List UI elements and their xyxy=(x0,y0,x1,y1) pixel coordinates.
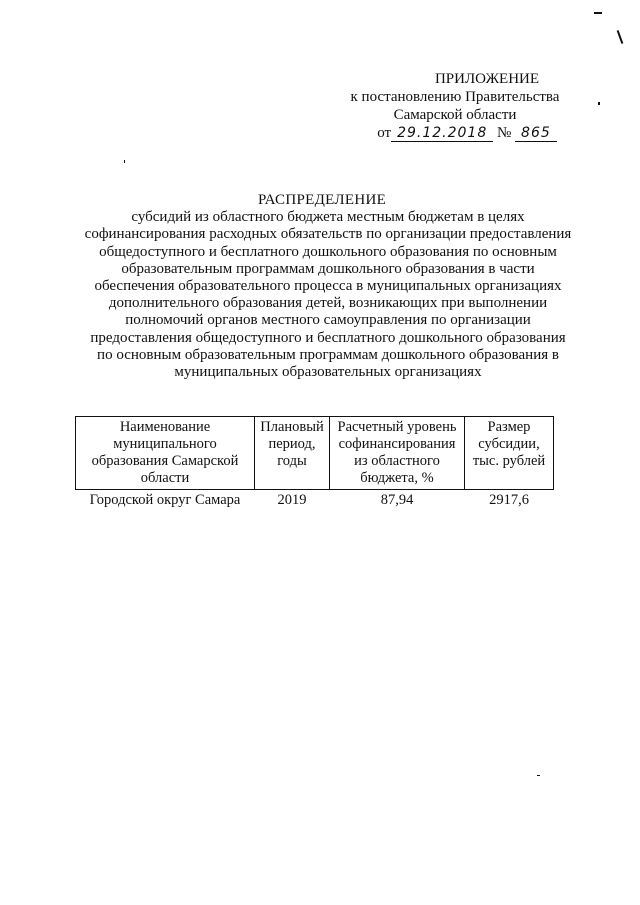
cell-period: 2019 xyxy=(277,492,307,508)
scan-mark xyxy=(594,12,602,14)
scan-mark xyxy=(617,30,624,44)
column-header-municipality: Наименование муниципального образования Самарской области xyxy=(76,417,255,490)
column-header-subsidy: Размер субсидии, тыс. рублей xyxy=(465,417,554,490)
title-subtitle: субсидий из областного бюджета местным бюджетам в целях софинансирования расходных обязательств по организации предоставления общедоступного и бесплатного дошкольного образования по основным образовательным программам дошкольного образования в части обеспечения образовательного процесса в муниципальных организациях дополнительного образования детей, возникающих при выполнении полномочий органов местного самоуправления по организации предоставления общедоступного и бесплатного дошкольного образования по основным образовательным программам дошкольного образования в муниципальных образовательных организациях xyxy=(84,209,572,381)
resolution-date-line xyxy=(352,124,582,142)
date-prefix: от xyxy=(377,125,392,141)
scan-mark xyxy=(124,160,125,163)
column-header-cofinancing: Расчетный уровень софинансирования из областного бюджета, % xyxy=(330,417,465,490)
title-heading: РАСПРЕДЕЛЕНИЕ xyxy=(257,192,387,208)
handwritten-date: 29.12.2018 xyxy=(391,125,493,142)
appendix-header xyxy=(340,70,570,142)
number-prefix: № xyxy=(496,125,512,141)
table-row xyxy=(76,490,554,512)
table-header-row xyxy=(76,417,554,490)
scan-mark xyxy=(598,102,600,105)
appendix-region: Самарской области xyxy=(393,107,517,123)
scan-mark xyxy=(537,775,540,776)
document-title xyxy=(75,192,572,381)
appendix-title: ПРИЛОЖЕНИЕ xyxy=(434,71,540,87)
cell-subsidy: 2917,6 xyxy=(489,492,529,508)
cell-cofinancing: 87,94 xyxy=(380,492,414,508)
handwritten-number: 865 xyxy=(515,125,557,142)
column-header-period: Плановый период, годы xyxy=(255,417,330,490)
appendix-resolution: к постановлению Правительства xyxy=(350,89,560,105)
distribution-table xyxy=(75,416,554,511)
cell-municipality: Городской округ Самара xyxy=(89,492,241,508)
